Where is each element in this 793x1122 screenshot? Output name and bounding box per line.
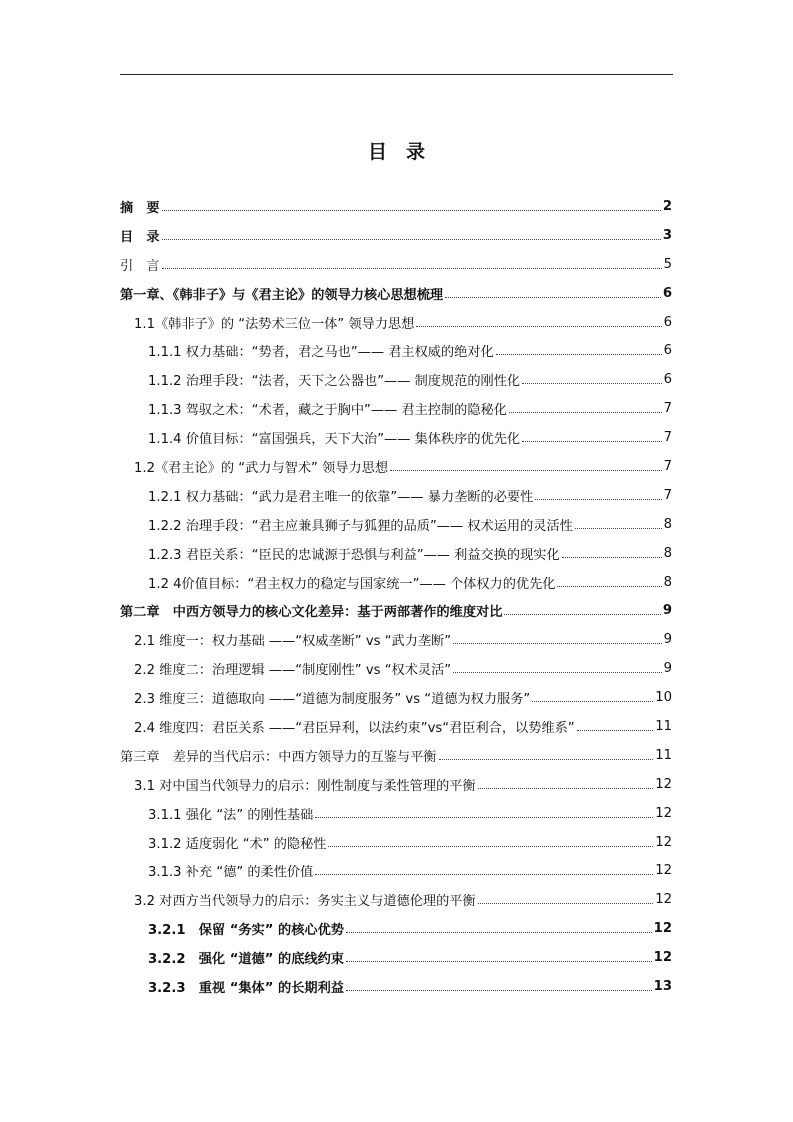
dot-leader [577,730,654,731]
toc-entry-label: 2.2 维度二：治理逻辑 ——“制度刚性” vs “权术灵活” [134,663,452,679]
toc-entry-label: 3.1.3 补充 “德” 的柔性价值 [148,865,314,881]
toc-entry[interactable] [120,452,672,481]
toc-entry-page-number: 13 [653,978,672,994]
toc-list [120,192,672,1001]
toc-entry-label: 3.1.2 适度弱化 “术” 的隐秘性 [148,836,327,852]
dot-leader [315,817,653,818]
toc-entry-label: 3.2.1 保留 “务实” 的核心优势 [148,923,344,939]
toc-entry[interactable] [120,799,672,828]
toc-entry-label: 目 录 [120,229,160,245]
toc-entry[interactable] [120,972,672,1001]
toc-entry-label: 1.1《韩非子》的 “法势术三位一体” 领导力思想 [134,316,415,332]
dot-leader [557,586,661,587]
dot-leader [522,383,662,384]
toc-entry[interactable] [120,914,672,943]
toc-entry-page-number: 11 [655,718,672,734]
toc-entry[interactable] [120,568,672,597]
toc-entry[interactable] [120,481,672,510]
dot-leader [162,239,661,240]
toc-entry[interactable] [120,943,672,972]
toc-entry[interactable] [120,365,672,394]
toc-entry-label: 第二章 中西方领导力的核心文化差异：基于两部著作的维度对比 [120,605,503,621]
toc-entry-label: 2.1 维度一：权力基础 ——“权威垄断” vs “武力垄断” [134,634,452,650]
toc-entry-page-number: 8 [663,574,672,590]
toc-entry-label: 3.1 对中国当代领导力的启示：刚性制度与柔性管理的平衡 [134,778,476,794]
toc-entry-label: 3.2 对西方当代领导力的启示：务实主义与道德伦理的平衡 [134,894,476,910]
dot-leader [504,614,660,615]
toc-entry-page-number: 9 [662,603,672,619]
toc-entry-page-number: 10 [655,690,672,706]
dot-leader [509,412,662,413]
toc-entry-page-number: 7 [663,430,672,446]
toc-entry-label: 3.2.2 强化 “道德” 的底线约束 [148,952,344,968]
toc-entry-page-number: 6 [663,314,672,330]
toc-entry-page-number: 6 [663,343,672,359]
toc-entry-label: 第一章、《韩非子》与《君主论》的领导力核心思想梳理 [120,287,444,303]
dot-leader [416,326,661,327]
toc-entry-label: 1.1.1 权力基础：“势者，君之马也”—— 君主权威的绝对化 [148,345,494,361]
toc-entry-page-number: 12 [653,950,672,966]
toc-entry-page-number: 12 [655,805,672,821]
toc-entry[interactable] [120,596,672,625]
toc-entry[interactable] [120,828,672,857]
toc-entry-label: 1.1.4 价值目标：“富国强兵，天下大治”—— 集体秩序的优先化 [148,432,521,448]
dot-leader [346,961,652,962]
toc-entry[interactable] [120,394,672,423]
toc-entry[interactable] [120,683,672,712]
toc-entry-page-number: 12 [653,921,672,937]
toc-entry-page-number: 6 [663,372,672,388]
toc-entry-label: 1.2 4价值目标：“君主权力的稳定与国家统一”—— 个体权力的优先化 [148,576,556,592]
toc-entry-page-number: 5 [663,256,672,272]
toc-entry-page-number: 6 [662,285,672,301]
toc-entry[interactable] [120,221,672,250]
toc-entry-page-number: 12 [655,863,672,879]
toc-entry-page-number: 12 [655,776,672,792]
dot-leader [315,874,653,875]
toc-entry-page-number: 9 [663,661,672,677]
dot-leader [445,297,661,298]
dot-leader [328,846,653,847]
dot-leader [453,643,661,644]
dot-leader [478,788,654,789]
toc-entry-label: 2.3 维度三：道德取向 ——“道德为制度服务” vs “道德为权力服务” [134,692,531,708]
toc-entry[interactable] [120,250,672,279]
toc-entry-page-number: 7 [663,458,672,474]
toc-entry[interactable] [120,510,672,539]
toc-entry[interactable] [120,423,672,452]
dot-leader [453,672,661,673]
toc-entry[interactable] [120,192,672,221]
dot-leader [496,354,662,355]
toc-entry-label: 1.2《君主论》的 “武力与智术” 领导力思想 [134,460,389,476]
toc-entry[interactable] [120,336,672,365]
dot-leader [162,268,662,269]
toc-entry-label: 1.1.3 驾驭之术：“术者，藏之于胸中”—— 君主控制的隐秘化 [148,403,507,419]
toc-entry[interactable] [120,885,672,914]
dot-leader [575,528,662,529]
toc-entry-label: 第三章 差异的当代启示：中西方领导力的互鉴与平衡 [120,749,437,765]
dot-leader [162,210,661,211]
toc-entry-label: 1.2.2 治理手段：“君主应兼具狮子与狐狸的品质”—— 权术运用的灵活性 [148,518,573,534]
toc-entry[interactable] [120,279,672,308]
dot-leader [346,932,652,933]
toc-entry-label: 3.2.3 重视 “集体” 的长期利益 [148,980,344,996]
dot-leader [522,441,662,442]
dot-leader [390,470,662,471]
toc-entry[interactable] [120,625,672,654]
dot-leader [535,499,661,500]
toc-entry-label: 1.2.1 权力基础：“武力是君主唯一的依靠”—— 暴力垄断的必要性 [148,489,534,505]
toc-entry-page-number: 7 [663,487,672,503]
toc-entry[interactable] [120,654,672,683]
toc-entry-page-number: 2 [662,198,672,214]
toc-entry[interactable] [120,308,672,337]
toc-entry-page-number: 12 [655,834,672,850]
toc-entry-page-number: 7 [663,401,672,417]
toc-entry-page-number: 3 [662,227,672,243]
toc-entry-label: 摘 要 [120,200,160,216]
toc-entry-label: 引 言 [120,258,160,274]
toc-entry-label: 3.1.1 强化 “法” 的刚性基础 [148,807,314,823]
toc-entry-label: 2.4 维度四：君臣关系 ——“君臣异利，以法约束”vs“君臣利合，以势维系” [134,720,575,736]
toc-entry-page-number: 12 [655,892,672,908]
dot-leader [532,701,653,702]
dot-leader [478,903,654,904]
toc-entry-page-number: 11 [655,747,672,763]
toc-entry[interactable] [120,741,672,770]
dot-leader [439,759,654,760]
toc-entry[interactable] [120,770,672,799]
toc-entry[interactable] [120,539,672,568]
toc-entry-label: 1.2.3 君臣关系：“臣民的忠诚源于恐惧与利益”—— 利益交换的现实化 [148,547,560,563]
dot-leader [346,990,652,991]
toc-entry-page-number: 8 [663,545,672,561]
toc-entry-label: 1.1.2 治理手段：“法者，天下之公器也”—— 制度规范的刚性化 [148,374,521,390]
toc-entry[interactable] [120,712,672,741]
toc-entry-page-number: 9 [663,632,672,648]
toc-title: 目 录 [367,141,425,163]
dot-leader [562,557,662,558]
toc-entry[interactable] [120,856,672,885]
toc-entry-page-number: 8 [663,516,672,532]
header-rule [120,74,673,75]
